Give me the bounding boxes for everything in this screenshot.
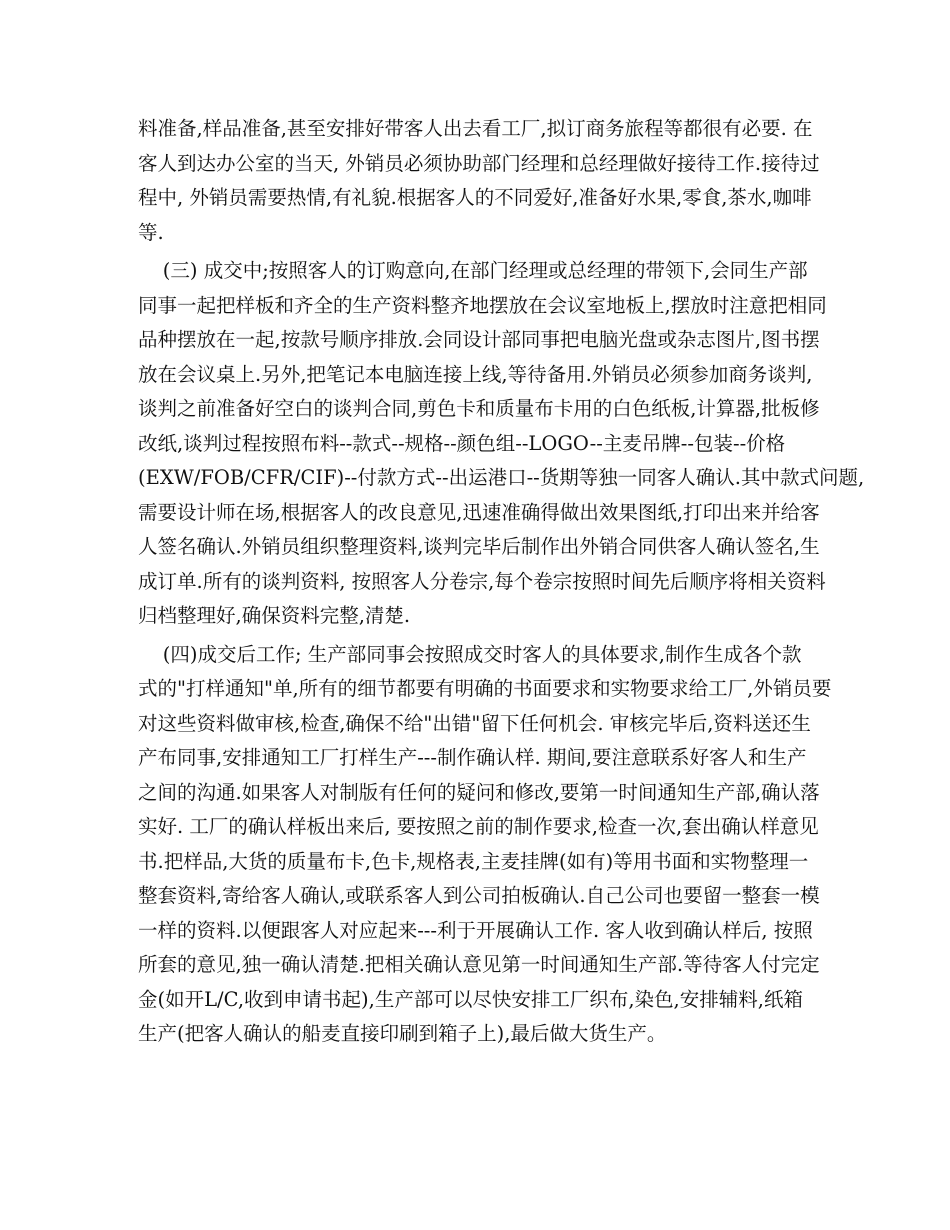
text-line: 书.把样品,大货的质量布卡,色卡,规格表,主麦挂牌(如有)等用书面和实物整理一 — [138, 849, 809, 873]
document-body — [138, 112, 865, 1052]
text-line: 生产(把客人确认的船麦直接印刷到箱子上),最后做大货生产。 — [138, 1022, 667, 1045]
text-line: 品种摆放在一起,按款号顺序排放.会同设计部同事把电脑光盘或杂志图片,图书摆 — [138, 328, 820, 351]
text-line: 成订单.所有的谈判资料, 按照客人分卷宗,每个卷宗按照时间先后顺序将相关资料 — [138, 569, 826, 593]
text-line: 产布同事,安排通知工厂打样生产---制作确认样. 期间,要注意联系好客人和生产 — [138, 746, 807, 769]
paragraph-after-deal — [138, 638, 832, 1052]
text-line: 客人到达办公室的当天, 外销员必须协助部门经理和总经理做好接待工作.接待过 — [138, 151, 820, 175]
text-line: (三) 成交中;按照客人的订购意向,在部门经理或总经理的带领下,会同生产部 — [138, 259, 808, 282]
text-line: (四)成交后工作; 生产部同事会按照成交时客人的具体要求,制作生成各个款 — [138, 642, 802, 666]
text-line: 实好. 工厂的确认样板出来后, 要按照之前的制作要求,检查一次,套出确认样意见 — [138, 815, 819, 838]
text-line: 谈判之前准备好空白的谈判合同,剪色卡和质量布卡用的白色纸板,计算器,批板修 — [138, 397, 820, 420]
text-line: 同事一起把样板和齐全的生产资料整齐地摆放在会议室地板上,摆放时注意把相同 — [138, 293, 827, 317]
text-line: 放在会议桌上.另外,把笔记本电脑连接上线,等待备用.外销员必须参加商务谈判, — [138, 362, 813, 386]
text-line: 式的"打样通知"单,所有的细节都要有明确的书面要求和实物要求给工厂,外销员要 — [138, 677, 832, 700]
paragraph-reception — [138, 112, 828, 250]
text-line: 料准备,样品准备,甚至安排好带客人出去看工厂,拟订商务旅程等都很有必要. 在 — [138, 117, 813, 140]
text-line: 金(如开L/C,收到申请书起),生产部可以尽快安排工厂织布,染色,安排辅料,纸箱 — [138, 987, 803, 1011]
paragraph-during-deal — [138, 254, 865, 634]
text-line: (EXW/FOB/CFR/CIF)--付款方式--出运港口--货期等独一同客人确认.其中款式问题, — [138, 466, 865, 489]
text-line: 改纸,谈判过程按照布料--款式--规格--颜色组--LOGO--主麦吊牌--包装--价格 — [138, 431, 786, 455]
text-line: 之间的沟通.如果客人对制版有任何的疑问和修改,要第一时间通知生产部,确认落 — [138, 780, 820, 804]
text-line: 整套资料,寄给客人确认,或联系客人到公司拍板确认.自己公司也要留一整套一模 — [138, 884, 820, 907]
text-line: 等. — [138, 220, 164, 244]
text-line: 人签名确认.外销员组织整理资料,谈判完毕后制作出外销合同供客人确认签名,生 — [138, 535, 820, 558]
text-line: 所套的意见,独一确认清楚.把相关确认意见第一时间通知生产部.等待客人付完定 — [138, 953, 820, 976]
text-line: 需要设计师在场,根据客人的改良意见,迅速准确得做出效果图纸,打印出来并给客 — [138, 500, 820, 524]
text-line: 对这些资料做审核,检查,确保不给"出错"留下任何机会. 审核完毕后,资料送还生 — [138, 711, 811, 735]
text-line: 程中, 外销员需要热情,有礼貌.根据客人的不同爱好,准备好水果,零食,茶水,咖啡 — [138, 186, 812, 209]
text-line: 一样的资料.以便跟客人对应起来---利于开展确认工作. 客人收到确认样后, 按照 — [138, 918, 813, 942]
text-line: 归档整理好,确保资料完整,清楚. — [138, 604, 411, 627]
